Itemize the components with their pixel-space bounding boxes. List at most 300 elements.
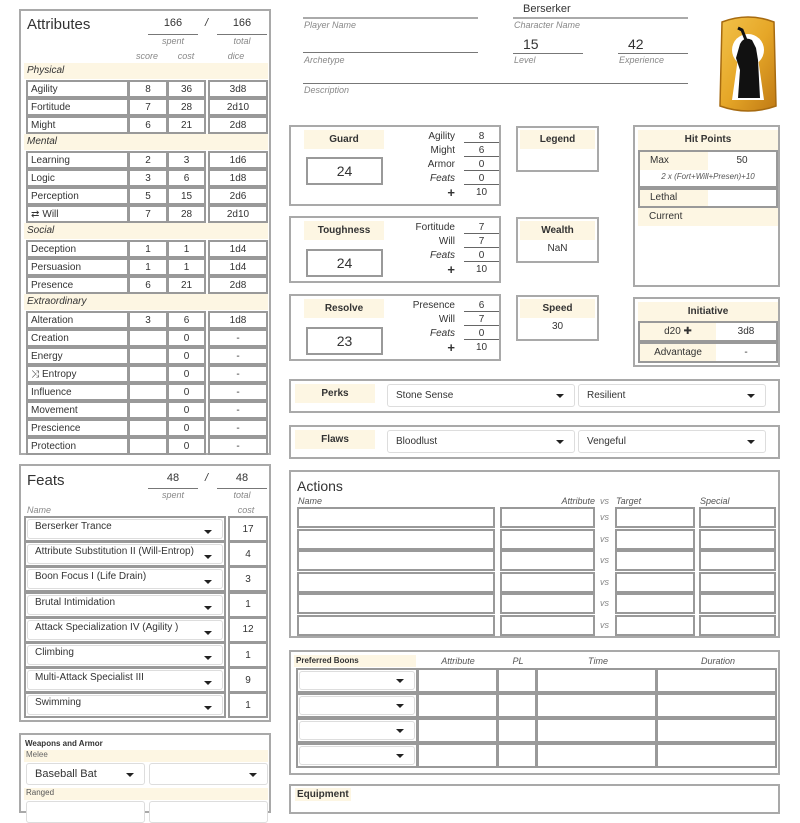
perks-title: Perks <box>295 384 375 403</box>
actions-title: Actions <box>297 478 343 494</box>
attr-dice: 1d8 <box>208 311 268 329</box>
action-vs-label: vs <box>600 555 609 565</box>
level-field[interactable] <box>513 36 583 54</box>
attr-score-input[interactable]: 3 <box>128 311 168 329</box>
feat-select[interactable]: Berserker Trance <box>27 519 223 539</box>
attr-cost: 21 <box>167 276 206 294</box>
defense-part-value: 7 <box>464 236 499 248</box>
defense-title: Toughness <box>304 221 384 240</box>
defense-part-value: 0 <box>464 328 499 340</box>
boon-time-input[interactable] <box>536 743 657 768</box>
chevron-down-icon <box>556 394 564 398</box>
actions-col-vs: vs <box>600 496 609 506</box>
defense-panel-resolve <box>289 294 501 361</box>
perk-select-2-value: Resilient <box>587 390 626 401</box>
action-target-input[interactable] <box>615 507 695 528</box>
attr-row <box>26 151 268 169</box>
boon-select[interactable] <box>299 696 415 715</box>
action-attribute-input[interactable] <box>500 507 595 528</box>
feat-row <box>24 516 268 541</box>
melee-label: Melee <box>24 750 268 762</box>
attr-row <box>26 383 268 401</box>
feat-cost: 1 <box>228 592 268 618</box>
shuffle-icon: ⤨ <box>31 368 39 380</box>
initiative-panel <box>633 297 780 367</box>
action-attribute-input[interactable] <box>500 572 595 593</box>
defense-part-label: Presence <box>412 300 455 311</box>
attributes-panel <box>19 9 271 455</box>
feats-title: Feats <box>27 472 65 489</box>
attr-name: Energy <box>26 347 129 365</box>
attr-dice: 2d10 <box>208 205 268 223</box>
equipment-panel <box>289 784 780 814</box>
character-name-field[interactable] <box>513 3 688 19</box>
defense-part-label: Agility <box>428 131 455 142</box>
action-special-input[interactable] <box>699 529 776 550</box>
defense-part-label: Fortitude <box>415 222 455 233</box>
attr-cost: 28 <box>167 98 206 116</box>
swap-icon: ⇄ <box>31 208 40 220</box>
flaws-title: Flaws <box>295 430 375 449</box>
attr-dice: 2d8 <box>208 276 268 294</box>
attr-dice: 2d8 <box>208 116 268 134</box>
attr-dice: - <box>208 347 268 365</box>
attributes-total: 166 <box>217 17 267 35</box>
action-attribute-input[interactable] <box>500 593 595 614</box>
boon-duration-input[interactable] <box>656 668 777 693</box>
flaws-panel <box>289 425 780 459</box>
initiative-advantage-label: Advantage <box>640 344 716 361</box>
feat-cell <box>24 566 226 592</box>
perk-select-1[interactable] <box>387 384 575 407</box>
feat-row <box>24 692 268 717</box>
defense-part-value: 10 <box>475 342 488 353</box>
description-label: Description <box>304 85 350 95</box>
attr-cost: 6 <box>167 311 206 329</box>
plus-icon: + <box>447 262 455 277</box>
level-label: Level <box>514 55 536 65</box>
description-field[interactable] <box>303 70 688 84</box>
feat-cost: 9 <box>228 667 268 693</box>
action-special-input[interactable] <box>699 572 776 593</box>
defense-title: Resolve <box>304 299 384 318</box>
actions-col-special: Special <box>700 496 730 506</box>
defense-part-value: 10 <box>475 264 488 275</box>
attr-cost: 3 <box>167 151 206 169</box>
attr-dice: 1d8 <box>208 169 268 187</box>
experience-field[interactable] <box>618 36 688 54</box>
action-special-input[interactable] <box>699 550 776 571</box>
col-cost-label: cost <box>177 51 195 61</box>
boon-attribute-input[interactable] <box>417 693 498 718</box>
attr-score-input[interactable]: 5 <box>128 187 168 205</box>
defense-value: 23 <box>306 327 383 355</box>
attr-name: Learning <box>26 151 129 169</box>
chevron-down-icon <box>747 394 755 398</box>
boon-select-cell <box>296 668 418 693</box>
chevron-down-icon <box>204 580 212 584</box>
chevron-down-icon <box>747 440 755 444</box>
chevron-down-icon <box>204 656 212 660</box>
feat-cell <box>24 516 226 542</box>
chevron-down-icon <box>556 440 564 444</box>
attr-name: Movement <box>26 401 129 419</box>
attr-name: Alteration <box>26 311 129 329</box>
action-vs-label: vs <box>600 576 609 587</box>
attr-score-input[interactable] <box>128 401 168 419</box>
attr-row <box>26 116 268 134</box>
defense-part-label: Feats <box>429 250 455 261</box>
legend-title: Legend <box>520 130 595 149</box>
attr-score-input[interactable]: 2 <box>128 151 168 169</box>
feat-row <box>24 566 268 591</box>
initiative-advantage-row <box>638 342 778 363</box>
attr-row <box>26 419 268 437</box>
attr-score-input[interactable]: 7 <box>128 98 168 116</box>
boon-time-input[interactable] <box>536 693 657 718</box>
action-name-input[interactable] <box>297 593 495 614</box>
boon-select[interactable] <box>299 671 415 690</box>
attr-cost: 36 <box>167 80 206 98</box>
defense-part-value: 7 <box>464 314 499 326</box>
attr-name: Creation <box>26 329 129 347</box>
action-name-input[interactable] <box>297 550 495 571</box>
boon-duration-input[interactable] <box>656 743 777 768</box>
boon-select[interactable] <box>299 721 415 740</box>
chevron-down-icon <box>204 706 212 710</box>
attr-score-input[interactable]: 1 <box>128 240 168 258</box>
feat-row <box>24 642 268 667</box>
chevron-down-icon <box>204 530 212 534</box>
defense-panel-guard <box>289 125 501 206</box>
attr-dice: - <box>208 419 268 437</box>
attr-cost: 6 <box>167 169 206 187</box>
boon-duration-input[interactable] <box>656 718 777 743</box>
actions-col-attribute: Attribute <box>561 496 595 506</box>
defense-part-value: 8 <box>464 131 499 143</box>
attr-row <box>26 347 268 365</box>
speed-panel <box>516 295 599 341</box>
feat-select[interactable]: Multi-Attack Specialist III <box>27 670 223 690</box>
boon-select-cell <box>296 693 418 718</box>
boon-time-input[interactable] <box>536 718 657 743</box>
chevron-down-icon <box>396 729 404 733</box>
initiative-advantage-value[interactable]: - <box>744 347 748 358</box>
flaw-select-2[interactable] <box>578 430 766 453</box>
defense-part-value: 0 <box>464 250 499 262</box>
chevron-down-icon <box>204 681 212 685</box>
hp-lethal-value[interactable] <box>708 190 776 206</box>
hp-max-box <box>638 150 778 188</box>
feats-total: 48 <box>217 472 267 489</box>
attr-cost: 0 <box>167 365 206 383</box>
attr-dice: 3d8 <box>208 80 268 98</box>
attr-score-input[interactable] <box>128 419 168 437</box>
action-attribute-input[interactable] <box>500 615 595 636</box>
action-vs-label: vs <box>600 619 609 630</box>
feats-spent-label: spent <box>161 490 185 500</box>
action-target-input[interactable] <box>615 615 695 636</box>
keyhole-logo-icon <box>716 14 780 114</box>
attr-row <box>26 258 268 276</box>
attr-score-input[interactable]: 6 <box>128 116 168 134</box>
chevron-down-icon <box>204 631 212 635</box>
defense-title: Guard <box>304 130 384 149</box>
melee-select-2[interactable] <box>149 763 268 785</box>
attr-name: Protection <box>26 437 129 455</box>
ranged-label: Ranged <box>24 788 268 800</box>
attributes-slash: / <box>205 17 209 29</box>
defense-part-label: Armor <box>427 159 455 170</box>
attributes-title: Attributes <box>27 16 91 33</box>
defense-part-label: Will <box>438 314 455 325</box>
feat-row <box>24 592 268 617</box>
attr-group-mental: Mental <box>24 134 268 150</box>
chevron-down-icon <box>249 773 257 777</box>
action-special-input[interactable] <box>699 593 776 614</box>
attr-score-input[interactable]: 1 <box>128 258 168 276</box>
attr-name: Fortitude <box>26 98 129 116</box>
attr-cost: 15 <box>167 187 206 205</box>
attr-name: Persuasion <box>26 258 129 276</box>
feats-col-name: Name <box>27 505 52 515</box>
action-target-input[interactable] <box>615 593 695 614</box>
level-value: 15 <box>523 36 539 52</box>
attr-row <box>26 187 268 205</box>
action-name-input[interactable] <box>297 507 495 528</box>
boon-select[interactable] <box>299 746 415 765</box>
attr-cost: 0 <box>167 437 206 455</box>
initiative-d20-row <box>638 321 778 342</box>
boon-time-input[interactable] <box>536 668 657 693</box>
feats-spent: 48 <box>148 472 198 489</box>
plus-icon: + <box>447 185 455 200</box>
actions-panel <box>289 470 780 638</box>
perks-panel <box>289 379 780 413</box>
attr-row <box>26 401 268 419</box>
defense-part-label: Will <box>438 236 455 247</box>
attr-name: Deception <box>26 240 129 258</box>
col-score-label: score <box>135 51 158 61</box>
wealth-title: Wealth <box>520 221 595 240</box>
attr-score-input[interactable] <box>128 437 168 455</box>
defense-part-label: Feats <box>429 173 455 184</box>
chevron-down-icon <box>126 773 134 777</box>
boons-title: Preferred Boons <box>294 655 416 667</box>
boon-pl-input[interactable] <box>497 693 537 718</box>
hit-points-title: Hit Points <box>638 130 778 150</box>
attr-score-input[interactable]: 6 <box>128 276 168 294</box>
hp-lethal-box <box>638 188 778 208</box>
feats-panel <box>19 464 271 722</box>
col-dice-label: dice <box>227 51 245 61</box>
attr-cost: 0 <box>167 401 206 419</box>
action-name-input[interactable] <box>297 615 495 636</box>
attr-score-input[interactable]: 8 <box>128 80 168 98</box>
feat-cell <box>24 541 226 567</box>
boons-col-time: Time <box>588 656 608 666</box>
attr-name: Perception <box>26 187 129 205</box>
attr-dice: 2d6 <box>208 187 268 205</box>
action-attribute-input[interactable] <box>500 550 595 571</box>
perk-select-1-value: Stone Sense <box>396 390 454 401</box>
attr-cost: 1 <box>167 258 206 276</box>
character-name-value: Berserker <box>523 3 571 15</box>
feats-total-label: total <box>233 490 251 500</box>
attr-dice: - <box>208 383 268 401</box>
attr-row <box>26 169 268 187</box>
attr-cost: 0 <box>167 329 206 347</box>
feat-select[interactable]: Attribute Substitution II (Will-Entrop) <box>27 544 223 564</box>
attr-dice: 1d4 <box>208 240 268 258</box>
attr-score-input[interactable] <box>128 347 168 365</box>
defense-part-value: 7 <box>464 222 499 234</box>
feat-select[interactable]: Brutal Intimidation <box>27 595 223 615</box>
initiative-d20-value: 3d8 <box>737 326 755 337</box>
attr-score-input[interactable]: 3 <box>128 169 168 187</box>
attr-cost: 0 <box>167 383 206 401</box>
attr-cost: 1 <box>167 240 206 258</box>
character-name-label: Character Name <box>514 20 581 30</box>
hp-current-label: Current <box>638 208 778 226</box>
feat-select[interactable]: Boon Focus I (Life Drain) <box>27 569 223 589</box>
boon-select-cell <box>296 743 418 768</box>
archetype-field[interactable] <box>303 38 478 53</box>
boon-attribute-input[interactable] <box>417 743 498 768</box>
archetype-label: Archetype <box>304 55 345 65</box>
flaw-select-1[interactable] <box>387 430 575 453</box>
boon-select-cell <box>296 718 418 743</box>
experience-label: Experience <box>619 55 665 65</box>
defense-part-value: 0 <box>464 173 499 185</box>
hp-lethal-label: Lethal <box>640 190 708 206</box>
attr-name: Influence <box>26 383 129 401</box>
defense-part-value: 0 <box>464 159 499 171</box>
flaw-select-1-value: Bloodlust <box>396 436 438 447</box>
feat-cost: 3 <box>228 566 268 592</box>
feat-cell <box>24 692 226 718</box>
chevron-down-icon <box>396 679 404 683</box>
legend-panel <box>516 126 599 172</box>
action-target-input[interactable] <box>615 550 695 571</box>
plus-icon: + <box>447 340 455 355</box>
attr-score-input[interactable] <box>128 365 168 383</box>
feat-cell <box>24 642 226 668</box>
attr-group-physical: Physical <box>24 63 268 79</box>
action-name-input[interactable] <box>297 529 495 550</box>
action-target-input[interactable] <box>615 572 695 593</box>
experience-value: 42 <box>628 36 644 52</box>
boons-col-pl: PL <box>512 656 524 666</box>
attr-row <box>26 80 268 98</box>
melee-select-1[interactable] <box>26 763 145 785</box>
hp-formula: 2 x (Fort+Will+Presen)+10 <box>661 172 755 181</box>
feat-select[interactable]: Swimming <box>27 695 223 715</box>
chevron-down-icon <box>396 754 404 758</box>
feat-cost: 1 <box>228 642 268 668</box>
hp-max-value[interactable]: 50 <box>736 155 748 166</box>
player-name-field[interactable] <box>303 4 478 19</box>
boon-pl-input[interactable] <box>497 718 537 743</box>
feat-select[interactable]: Attack Specialization IV (Agility ) <box>27 620 223 640</box>
feat-cell <box>24 667 226 693</box>
flaw-select-2-value: Vengeful <box>587 436 626 447</box>
feat-select[interactable]: Climbing <box>27 645 223 665</box>
feats-slash: / <box>205 472 209 484</box>
defense-part-value: 10 <box>475 187 488 198</box>
attr-name: Presence <box>26 276 129 294</box>
action-name-input[interactable] <box>297 572 495 593</box>
attributes-spent: 166 <box>148 17 198 35</box>
defense-part-label: Might <box>430 145 455 156</box>
attr-score-input[interactable] <box>128 383 168 401</box>
attr-row <box>26 98 268 116</box>
action-vs-label: vs <box>600 598 609 608</box>
actions-col-name: Name <box>298 496 323 506</box>
attributes-total-label: total <box>233 36 251 46</box>
ranged-select-1[interactable] <box>26 801 145 823</box>
boon-pl-input[interactable] <box>497 743 537 768</box>
ranged-select-2[interactable] <box>149 801 268 823</box>
attr-dice: 2d10 <box>208 98 268 116</box>
attr-dice: 1d6 <box>208 151 268 169</box>
chevron-down-icon <box>396 704 404 708</box>
feat-cost: 1 <box>228 692 268 718</box>
attr-name: Prescience <box>26 419 129 437</box>
feat-cost: 12 <box>228 617 268 643</box>
hit-points-panel <box>633 125 780 287</box>
action-vs-label: vs <box>600 512 609 522</box>
boon-attribute-input[interactable] <box>417 668 498 693</box>
attr-score-input[interactable]: 7 <box>128 205 168 223</box>
boon-attribute-input[interactable] <box>417 718 498 743</box>
action-attribute-input[interactable] <box>500 529 595 550</box>
attr-name: Might <box>26 116 129 134</box>
player-name-label: Player Name <box>304 20 357 30</box>
boon-pl-input[interactable] <box>497 668 537 693</box>
attr-score-input[interactable] <box>128 329 168 347</box>
defense-panel-toughness <box>289 216 501 283</box>
attr-cost: 0 <box>167 347 206 365</box>
defense-part-value: 6 <box>464 145 499 157</box>
action-target-input[interactable] <box>615 529 695 550</box>
attr-cost: 21 <box>167 116 206 134</box>
defense-value: 24 <box>306 249 383 277</box>
attr-row <box>26 365 268 383</box>
attr-group-social: Social <box>24 223 268 239</box>
melee-select-1-value: Baseball Bat <box>35 768 97 780</box>
feat-cost: 4 <box>228 541 268 567</box>
attr-group-extraordinary: Extraordinary <box>24 294 268 310</box>
perk-select-2[interactable] <box>578 384 766 407</box>
attributes-spent-label: spent <box>161 36 185 46</box>
action-special-input[interactable] <box>699 615 776 636</box>
hp-max-label: Max <box>640 152 708 170</box>
defense-value: 24 <box>306 157 383 185</box>
attr-name: ⤨ Entropy <box>26 365 129 383</box>
chevron-down-icon <box>204 606 212 610</box>
attr-dice: - <box>208 365 268 383</box>
initiative-d20-label: d20 ✚ <box>640 323 716 340</box>
attr-dice: - <box>208 329 268 347</box>
feat-cell <box>24 617 226 643</box>
wealth-value: NaN <box>547 243 568 254</box>
feats-col-cost: cost <box>237 505 255 515</box>
attr-row <box>26 437 268 455</box>
action-special-input[interactable] <box>699 507 776 528</box>
boon-duration-input[interactable] <box>656 693 777 718</box>
attr-dice: - <box>208 401 268 419</box>
